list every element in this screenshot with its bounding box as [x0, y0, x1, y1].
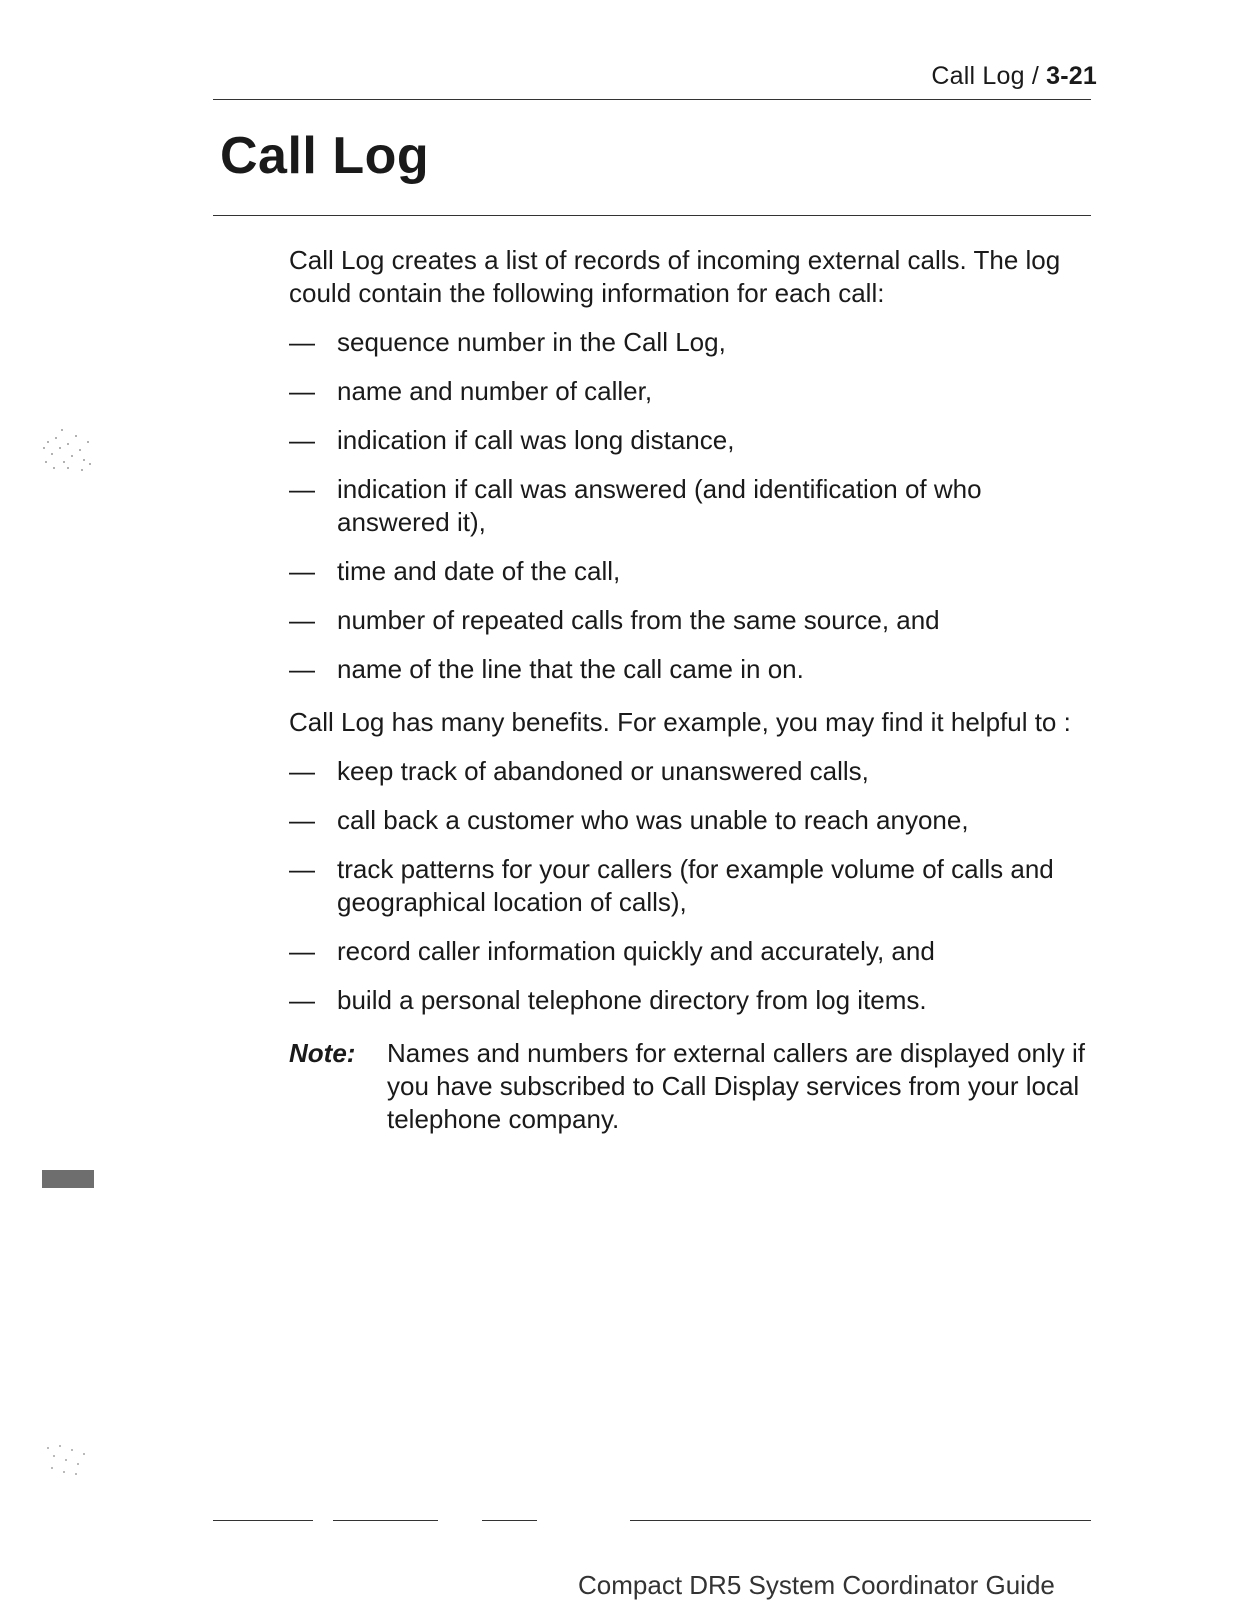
dash-icon: — — [289, 805, 315, 835]
list-item: — indication if call was answered (and identification of who answered it), — [289, 474, 982, 537]
benefits-list — [289, 755, 1089, 1017]
scan-mark-icon — [42, 1170, 94, 1188]
dash-icon: — — [289, 376, 315, 406]
dash-icon: — — [289, 556, 315, 586]
info-list — [289, 326, 1089, 686]
dash-icon: — — [289, 936, 315, 966]
list-item: — build a personal telephone directory from log items. — [289, 985, 927, 1015]
list-item: — time and date of the call, — [289, 556, 621, 586]
scan-speckle-icon — [38, 418, 98, 476]
list-item: — keep track of abandoned or unanswered calls, — [289, 756, 869, 786]
note-block — [289, 1037, 1089, 1136]
footer-rule — [482, 1520, 537, 1521]
list-item: — track patterns for your callers (for example volume of calls and geographical location of calls), — [289, 854, 1054, 917]
dash-icon: — — [289, 985, 315, 1015]
dash-icon: — — [289, 756, 315, 786]
note-label: Note: — [289, 1038, 356, 1068]
footer-rule — [333, 1520, 438, 1521]
dash-icon: — — [289, 327, 315, 357]
title-rule — [213, 215, 1091, 216]
dash-icon: — — [289, 605, 315, 635]
dash-icon: — — [289, 474, 315, 504]
list-item: — name and number of caller, — [289, 376, 653, 406]
list-item: — sequence number in the Call Log, — [289, 327, 726, 357]
footer-text: Compact DR5 System Coordinator Guide — [578, 1570, 1055, 1600]
list-item: — indication if call was long distance, — [289, 425, 735, 455]
body-content — [289, 244, 1089, 1136]
page-title: Call Log — [220, 127, 430, 185]
intro-paragraph: Call Log creates a list of records of incoming external calls. The log could contain the following information for each call: — [289, 245, 1061, 308]
list-item: — name of the line that the call came in on. — [289, 654, 804, 684]
footer-rule — [630, 1520, 1091, 1521]
benefits-paragraph: Call Log has many benefits. For example, you may find it helpful to : — [289, 707, 1071, 737]
dash-icon: — — [289, 654, 315, 684]
note-text: Names and numbers for external callers are displayed only if you have subscribed to Call Display services from your local telephone company. — [387, 1038, 1086, 1134]
list-item: — number of repeated calls from the same source, and — [289, 605, 940, 635]
list-item: — call back a customer who was unable to reach anyone, — [289, 805, 969, 835]
header-section: Call Log / — [931, 62, 1047, 90]
dash-icon: — — [289, 425, 315, 455]
footer-rule — [213, 1520, 313, 1521]
running-header — [215, 62, 1097, 91]
scan-speckle-icon — [42, 1440, 92, 1480]
header-rule — [213, 99, 1091, 100]
dash-icon: — — [289, 854, 315, 884]
list-item: — record caller information quickly and accurately, and — [289, 936, 935, 966]
page-number: 3-21 — [1046, 62, 1097, 90]
